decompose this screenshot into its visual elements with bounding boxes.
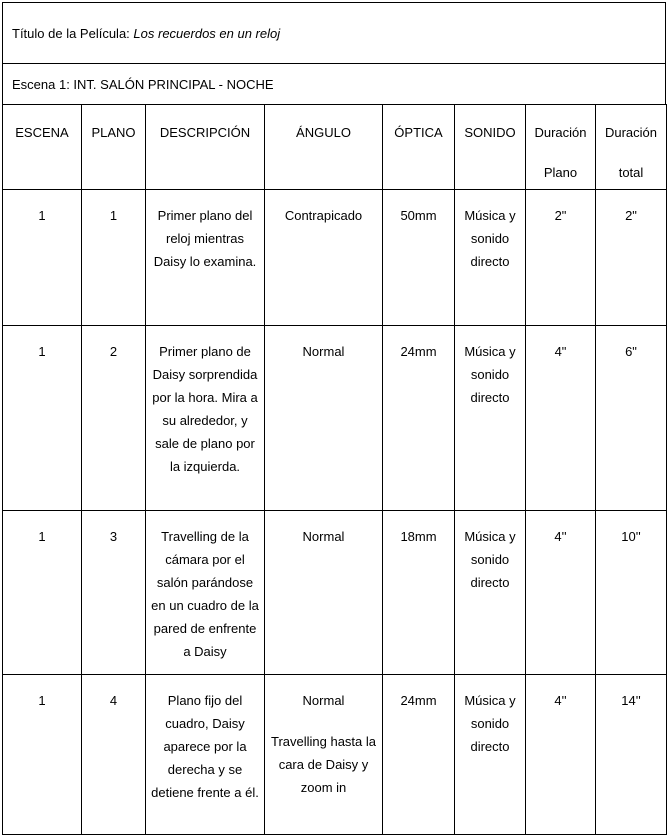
cell-angulo: Contrapicado xyxy=(265,190,383,326)
cell-duracion-total: 10'' xyxy=(596,511,667,675)
film-title-value: Los recuerdos en un reloj xyxy=(133,25,281,41)
film-title-label: Título de la Película: xyxy=(12,25,130,41)
cell-sonido: Música y sonido directo xyxy=(455,511,526,675)
cell-angulo-note: Travelling hasta la cara de Daisy y zoom in xyxy=(270,734,376,795)
col-header-escena: ESCENA xyxy=(3,105,82,190)
cell-angulo xyxy=(265,675,383,835)
film-title-row xyxy=(2,2,666,63)
cell-escena: 1 xyxy=(3,511,82,675)
cell-sonido: Música y sonido directo xyxy=(455,675,526,835)
cell-angulo: Normal xyxy=(265,511,383,675)
cell-duracion-plano: 4'' xyxy=(526,675,596,835)
table-row xyxy=(3,326,667,511)
cell-escena: 1 xyxy=(3,675,82,835)
cell-descripcion: Primer plano de Daisy sorprendida por la hora. Mira a su alrededor, y sale de plano por la izquierda. xyxy=(146,326,265,511)
cell-duracion-plano: 4" xyxy=(526,326,596,511)
cell-plano: 4 xyxy=(82,675,146,835)
cell-angulo-main: Normal xyxy=(302,693,345,708)
cell-escena: 1 xyxy=(3,326,82,511)
cell-duracion-total: 6" xyxy=(596,326,667,511)
cell-duracion-plano: 2" xyxy=(526,190,596,326)
cell-duracion-total: 2" xyxy=(596,190,667,326)
col-header-angulo: ÁNGULO xyxy=(265,105,383,190)
col-header-duracion-total xyxy=(596,105,667,190)
cell-optica: 24mm xyxy=(383,326,455,511)
cell-duracion-plano: 4'' xyxy=(526,511,596,675)
header-row xyxy=(3,105,667,190)
cell-descripcion: Plano fijo del cuadro, Daisy aparece por la derecha y se detiene frente a él. xyxy=(146,675,265,835)
col-header-duracion-total-line1: Duración xyxy=(604,125,658,140)
col-header-sonido: SONIDO xyxy=(455,105,526,190)
table-row xyxy=(3,675,667,835)
cell-optica: 50mm xyxy=(383,190,455,326)
cell-plano: 3 xyxy=(82,511,146,675)
table-row xyxy=(3,190,667,326)
col-header-duracion-plano-line2: Plano xyxy=(543,165,578,180)
col-header-duracion-plano-line1: Duración xyxy=(534,125,587,140)
cell-duracion-total: 14'' xyxy=(596,675,667,835)
col-header-optica: ÓPTICA xyxy=(383,105,455,190)
cell-plano: 2 xyxy=(82,326,146,511)
cell-optica: 24mm xyxy=(383,675,455,835)
table-row xyxy=(3,511,667,675)
cell-sonido: Música y sonido directo xyxy=(455,326,526,511)
cell-descripcion: Travelling de la cámara por el salón parándose en un cuadro de la pared de enfrente a Daisy xyxy=(146,511,265,675)
cell-angulo: Normal xyxy=(265,326,383,511)
cell-sonido: Música y sonido directo xyxy=(455,190,526,326)
col-header-duracion-total-line2: total xyxy=(618,165,644,180)
cell-optica: 18mm xyxy=(383,511,455,675)
col-header-descripcion: DESCRIPCIÓN xyxy=(146,105,265,190)
col-header-plano: PLANO xyxy=(82,105,146,190)
cell-escena: 1 xyxy=(3,190,82,326)
col-header-duracion-plano xyxy=(526,105,596,190)
cell-descripcion: Primer plano del reloj mientras Daisy lo examina. xyxy=(146,190,265,326)
cell-plano: 1 xyxy=(82,190,146,326)
shot-list-table xyxy=(2,104,667,835)
scene-heading: Escena 1: INT. SALÓN PRINCIPAL - NOCHE xyxy=(2,63,666,104)
